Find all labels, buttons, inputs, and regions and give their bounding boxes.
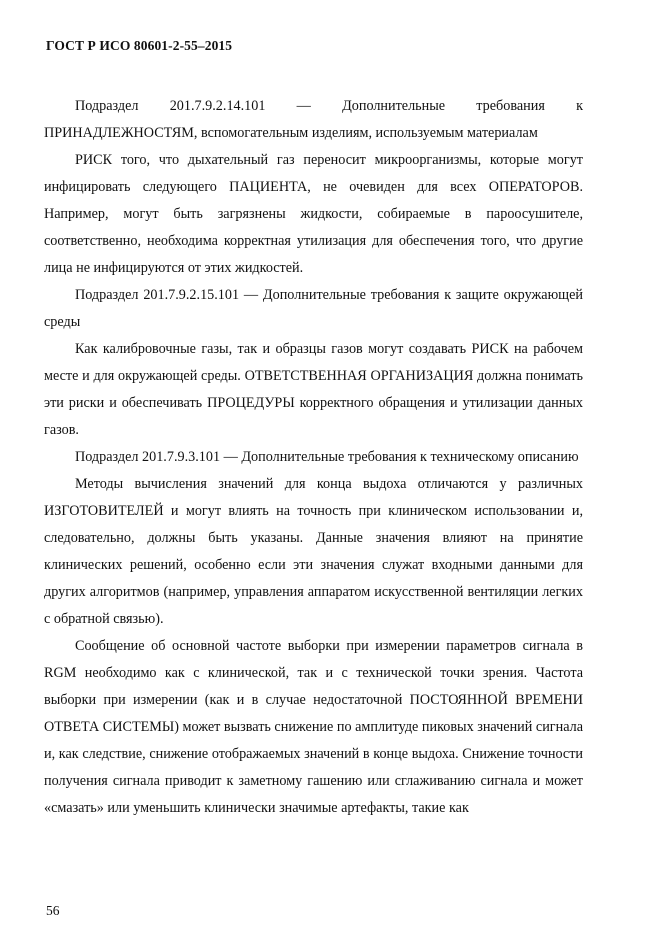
paragraph-risk-microorganisms: РИСК того, что дыхательный газ переносит микроорганизмы, которые могут инфицировать следующего ПАЦИЕНТА, не очевиден для всех ОПЕРАТОРОВ. Например, могут быть загрязнены жидкости, собираемые в пароосушителе, соответственно, необходима корректная утилизация для обеспечения того, что другие лица не инфицируются от этих жидкостей. (44, 152, 583, 276)
paragraph-subsection-3-heading: Подраздел 201.7.9.3.101 — Дополнительные требования к техническому описанию (75, 449, 579, 465)
paragraph-sampling-frequency: Сообщение об основной частоте выборки при измерении параметров сигнала в RGM необходимо как с клинической, так и с технической точки зрения. Частота выборки при измерении (как и в случае недостаточной ПОСТОЯННОЙ ВРЕМЕНИ ОТВЕТА СИСТЕМЫ) может вызвать снижение по амплитуде пиковых значений сигнала и, как следствие, снижение отображаемых значений в конце выдоха. Снижение точности получения сигнала приводит к заметному гашению или сглаживанию сигнала и может «смазать» или уменьшить клинически значимые артефакты, такие как (44, 638, 584, 816)
paragraph-subsection-15-heading: Подраздел 201.7.9.2.15.101 — Дополнительные требования к защите окружающей среды (44, 287, 583, 330)
page-number: 56 (46, 903, 60, 918)
document-body (44, 93, 583, 822)
paragraph-end-tidal-methods: Методы вычисления значений для конца выдоха отличаются у различных ИЗГОТОВИТЕЛЕЙ и могут влиять на точность при клиническом использовании и, следовательно, должны быть указаны. Данные значения влияют на принятие клинических решений, особенно если эти значения служат входными данными для других алгоритмов (например, управления аппаратом искусственной вентиляции легких с обратной связью). (44, 476, 583, 627)
paragraph-subsection-14-heading: Подраздел 201.7.9.2.14.101 — Дополнительные требования к ПРИНАДЛЕЖНОСТЯМ, вспомогательным изделиям, используемым материалам (44, 98, 583, 141)
paragraph-calibration-gases: Как калибровочные газы, так и образцы газов могут создавать РИСК на рабочем месте и для окружающей среды. ОТВЕТСТВЕННАЯ ОРГАНИЗАЦИЯ должна понимать эти риски и обеспечивать ПРОЦЕДУРЫ корректного обращения и утилизации данных газов. (44, 341, 583, 438)
document-header: ГОСТ Р ИСО 80601-2-55–2015 (46, 38, 233, 53)
